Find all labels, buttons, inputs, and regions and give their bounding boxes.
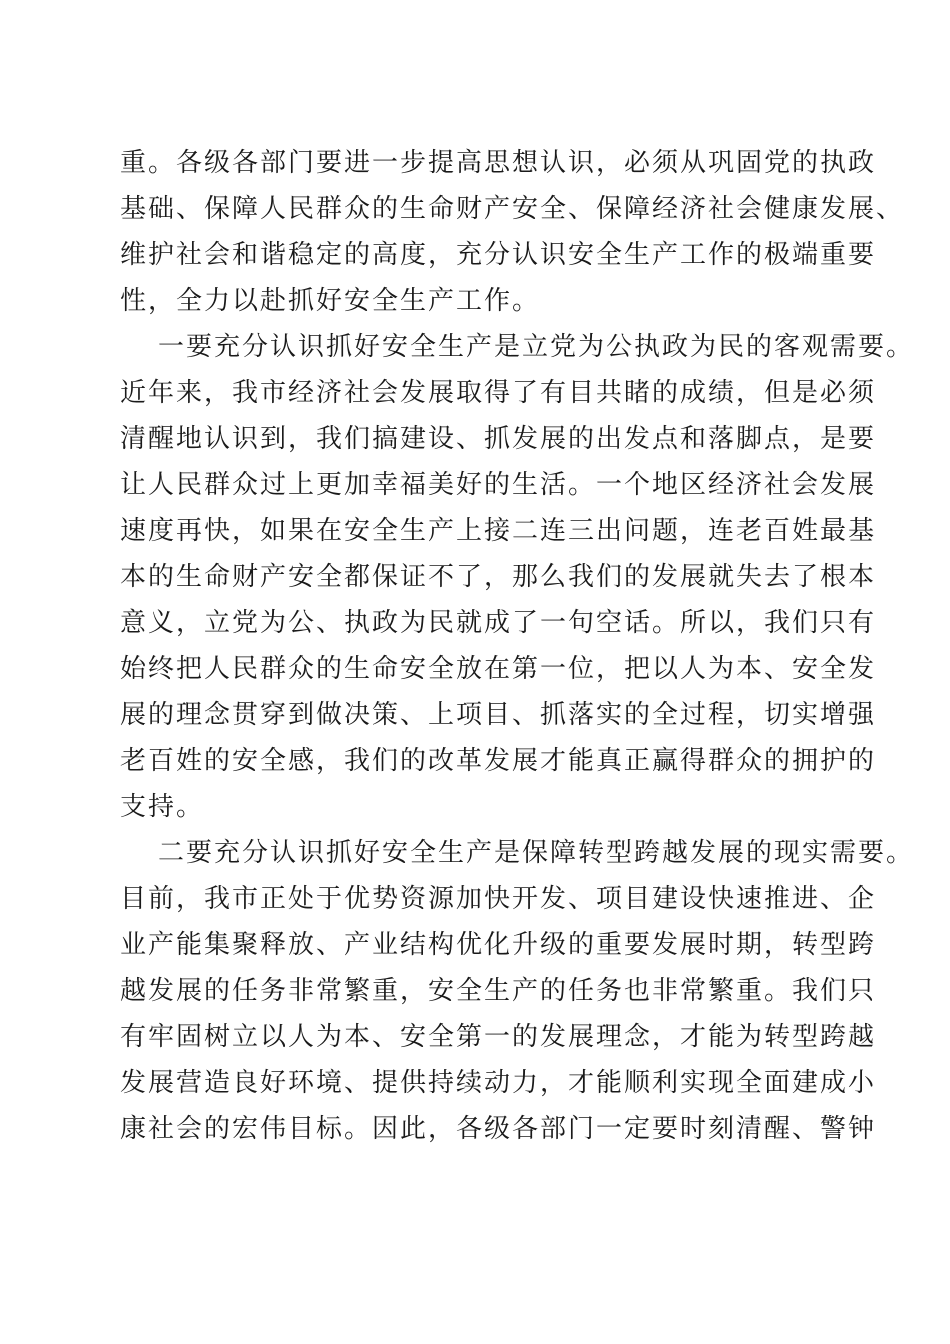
text-line: 性，全力以赴抓好安全生产工作。 bbox=[120, 286, 541, 316]
text-line: 意义，立党为公、执政为民就成了一句空话。所以，我们只有 bbox=[120, 608, 877, 638]
text-line: 速度再快，如果在安全生产上接二连三出问题，连老百姓最基 bbox=[120, 516, 877, 546]
text-line: 一要充分认识抓好安全生产是立党为公执政为民的客观需要。 bbox=[158, 332, 915, 362]
text-line: 有牢固树立以人为本、安全第一的发展理念，才能为转型跨越 bbox=[120, 1022, 877, 1052]
text-line: 业产能集聚释放、产业结构优化升级的重要发展时期，转型跨 bbox=[120, 930, 877, 960]
text-line: 二要充分认识抓好安全生产是保障转型跨越发展的现实需要。 bbox=[158, 838, 915, 868]
body-text bbox=[120, 140, 915, 1152]
text-line: 发展营造良好环境、提供持续动力，才能顺利实现全面建成小 bbox=[120, 1068, 877, 1098]
text-line: 越发展的任务非常繁重，安全生产的任务也非常繁重。我们只 bbox=[120, 976, 877, 1006]
text-line: 维护社会和谐稳定的高度，充分认识安全生产工作的极端重要 bbox=[120, 240, 877, 270]
text-line: 支持。 bbox=[120, 792, 205, 822]
text-line: 本的生命财产安全都保证不了，那么我们的发展就失去了根本 bbox=[120, 562, 877, 592]
text-line: 重。各级各部门要进一步提高思想认识，必须从巩固党的执政 bbox=[120, 148, 877, 178]
text-line: 始终把人民群众的生命安全放在第一位，把以人为本、安全发 bbox=[120, 654, 877, 684]
text-line: 康社会的宏伟目标。因此，各级各部门一定要时刻清醒、警钟 bbox=[120, 1114, 877, 1144]
text-line: 基础、保障人民群众的生命财产安全、保障经济社会健康发展、 bbox=[120, 194, 905, 224]
text-line: 目前，我市正处于优势资源加快开发、项目建设快速推进、企 bbox=[120, 884, 877, 914]
text-line: 让人民群众过上更加幸福美好的生活。一个地区经济社会发展 bbox=[120, 470, 877, 500]
text-line: 清醒地认识到，我们搞建设、抓发展的出发点和落脚点，是要 bbox=[120, 424, 877, 454]
text-line: 展的理念贯穿到做决策、上项目、抓落实的全过程，切实增强 bbox=[120, 700, 877, 730]
text-line: 老百姓的安全感，我们的改革发展才能真正赢得群众的拥护的 bbox=[120, 746, 877, 776]
text-line: 近年来，我市经济社会发展取得了有目共睹的成绩，但是必须 bbox=[120, 378, 877, 408]
